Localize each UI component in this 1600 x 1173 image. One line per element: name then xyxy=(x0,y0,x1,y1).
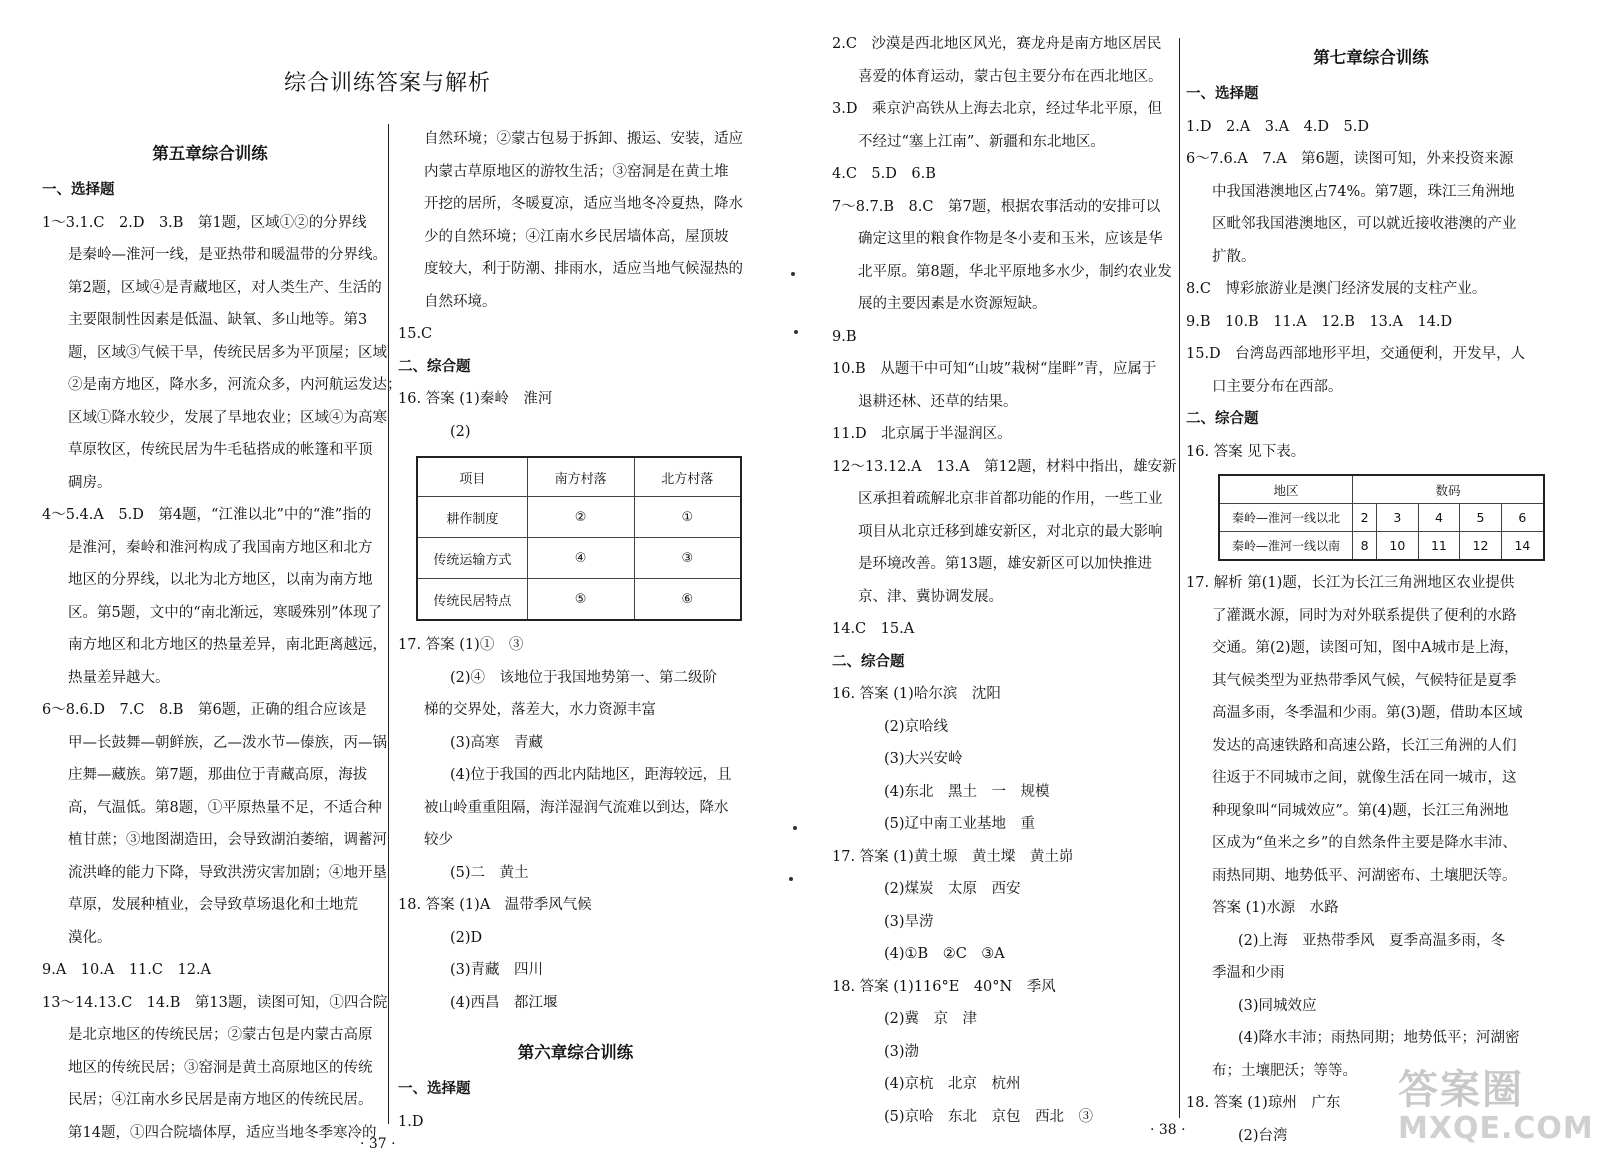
text-line: (2)冀 京 津 xyxy=(884,1011,978,1027)
text-line: ②是南方地区，降水多，河流众多，内河航运发达； xyxy=(68,377,402,393)
table-header-row xyxy=(417,457,741,497)
text-line: 流洪峰的能力下降，导致洪涝灾害加剧；④地开垦 xyxy=(68,864,387,881)
text-line: 植甘蔗；③地图湖造田，会导致湖泊萎缩，调蓄河 xyxy=(68,832,387,848)
main-title: 综合训练答案与解析 xyxy=(284,71,492,96)
table-cell: 2 xyxy=(1353,504,1377,532)
text-line: 少的自然环境；④江南水乡民居墙体高，屋顶坡 xyxy=(424,228,729,245)
text-line: (5)辽中南工业基地 重 xyxy=(884,816,1036,832)
text-line: 1.D xyxy=(398,1113,424,1130)
text-line: 15.D 台湾岛西部地形平坦，交通便利，开发早，人 xyxy=(1186,346,1526,362)
text-line: 发达的高速铁路和高速公路，长江三角洲的人们 xyxy=(1212,737,1517,754)
right-col-1 xyxy=(832,28,1178,1133)
page-number: · 37 · xyxy=(360,1136,396,1152)
text-line: (4)京杭 北京 杭州 xyxy=(884,1076,1021,1092)
text-line: 14.C 15.A xyxy=(832,621,915,637)
table-cell: 耕作制度 xyxy=(417,497,527,538)
text-line: 开挖的居所，冬暖夏凉，适应当地冬冷夏热，降水 xyxy=(424,196,743,212)
text-line: 京、津、冀协调发展。 xyxy=(858,588,1003,605)
text-line: (2)京哈线 xyxy=(884,718,949,735)
text-line: 北平原。第8题，华北平原地多水少，制约农业发 xyxy=(858,263,1172,280)
text-line: 地区的传统民居；③窑洞是黄土高原地区的传统 xyxy=(68,1059,373,1076)
text-line: 12～13.12.A 13.A 第12题，材料中指出，雄安新 xyxy=(832,458,1177,475)
text-line: 自然环境。 xyxy=(424,293,497,310)
village-comparison-table xyxy=(416,456,742,621)
text-line: (2)台湾 xyxy=(1238,1127,1288,1144)
text-line: 碉房。 xyxy=(68,474,112,491)
text-line: 17. 答案 (1)① ③ xyxy=(398,637,524,653)
text-line: (2)上海 亚热带季风 夏季高温多雨，冬 xyxy=(1238,932,1506,949)
table-cell: 14 xyxy=(1501,532,1544,561)
text-line: (3)高寒 青藏 xyxy=(450,734,544,751)
text-line: 民居；④江南水乡民居是南方地区的传统民居。 xyxy=(68,1092,373,1108)
watermark xyxy=(1398,1058,1594,1162)
margin-mark xyxy=(794,330,798,334)
section-heading: 一、选择题 xyxy=(42,182,115,198)
table-cell: 传统运输方式 xyxy=(417,538,527,579)
section-heading: 二、综合题 xyxy=(398,358,471,375)
table-cell: 5 xyxy=(1460,504,1502,532)
text-line: 7～8.7.B 8.C 第7题，根据农事活动的安排可以 xyxy=(832,198,1161,215)
watermark-logo: 答案圈 xyxy=(1398,1067,1524,1113)
text-line: 不经过“塞上江南”、新疆和东北地区。 xyxy=(858,133,1105,150)
left-page xyxy=(0,0,790,1173)
text-line: 高，气温低。第8题，①平原热量不足，不适合种 xyxy=(68,799,382,816)
text-line: (3)渤 xyxy=(884,1043,920,1060)
text-line: 17. 解析 第(1)题，长江为长江三角洲地区农业提供 xyxy=(1186,575,1515,591)
right-col-2 xyxy=(1186,38,1556,1152)
text-line: 内蒙古草原地区的游牧生活；③窑洞是在黄土堆 xyxy=(424,163,729,180)
table-row xyxy=(417,538,741,579)
table-header: 南方村落 xyxy=(527,457,634,497)
text-line: (3)青藏 四川 xyxy=(450,962,544,978)
text-line: 梯的交界处，落差大，水力资源丰富 xyxy=(424,702,656,718)
text-line: 种现象叫“同城效应”。第(4)题，长江三角洲地 xyxy=(1212,802,1509,819)
text-line: 热量差异越大。 xyxy=(68,669,170,686)
table-cell: 11 xyxy=(1418,532,1460,561)
text-line: 扩散。 xyxy=(1212,248,1256,265)
column-divider xyxy=(388,124,389,1124)
chapter7-heading: 第七章综合训练 xyxy=(1313,48,1429,67)
text-line: 往返于不同城市之间，就像生活在同一城市，这 xyxy=(1212,770,1517,786)
text-line: 4～5.4.A 5.D 第4题，“江淮以北”中的“淮”指的 xyxy=(42,507,372,523)
text-line: 4.C 5.D 6.B xyxy=(832,166,936,182)
text-line: 漠化。 xyxy=(68,929,112,946)
left-col-2 xyxy=(398,123,753,1138)
text-line: 地区的分界线，以北为北方地区，以南为南方地 xyxy=(68,572,373,588)
text-line: (5)京哈 东北 京包 西北 ③ xyxy=(884,1108,1094,1125)
text-line: (4)东北 黑土 一 规模 xyxy=(884,783,1050,800)
margin-mark xyxy=(793,826,797,830)
text-line: 是北京地区的传统民居；②蒙古包是内蒙古高原 xyxy=(68,1027,373,1043)
chapter5-heading: 第五章综合训练 xyxy=(152,144,268,163)
text-line: 18. 答案 (1)116°E 40°N 季风 xyxy=(832,978,1056,995)
table-cell: 6 xyxy=(1501,504,1544,532)
text-line: (3)大兴安岭 xyxy=(884,751,963,767)
text-line: 9.A 10.A 11.C 12.A xyxy=(42,962,212,978)
text-line: 题，区域③气候干旱，传统民居多为平顶屋；区域 xyxy=(68,344,387,361)
text-line: 17. 答案 (1)黄土塬 黄土墚 黄土峁 xyxy=(832,848,1074,865)
text-line: 答案 (1)水源 水路 xyxy=(1212,900,1339,916)
text-line: 布；土壤肥沃；等等。 xyxy=(1212,1062,1357,1079)
text-line: 16. 答案 (1)哈尔滨 沈阳 xyxy=(832,686,1001,702)
text-line: (2) xyxy=(450,423,471,440)
text-line: 16. 答案 (1)秦岭 淮河 xyxy=(398,391,553,407)
text-line: (4)位于我国的西北内陆地区，距海较远，且 xyxy=(450,767,732,783)
text-line: 确定这里的粮食作物是冬小麦和玉米，应该是华 xyxy=(858,231,1163,247)
text-line: 主要限制性因素是低温、缺氧、多山地等。第3 xyxy=(68,312,368,328)
text-line: 草原，发展种植业，会导致草场退化和土地荒 xyxy=(68,897,358,913)
table-cell: ② xyxy=(527,497,634,538)
text-line: 高温多雨，冬季温和少雨。第(3)题，借助本区域 xyxy=(1212,705,1523,721)
text-line: (3)旱涝 xyxy=(884,913,934,930)
table-row xyxy=(417,497,741,538)
table-cell: 10 xyxy=(1377,532,1419,561)
table-cell: 秦岭—淮河一线以北 xyxy=(1219,504,1353,532)
text-line: 其气候类型为亚热带季风气候，气候特征是夏季 xyxy=(1212,672,1517,689)
table-header-row xyxy=(1219,475,1544,504)
text-line: 喜爱的体育运动，蒙古包主要分布在西北地区。 xyxy=(858,68,1163,85)
table-header: 数码 xyxy=(1353,475,1545,504)
text-line: 2.C 沙漠是西北地区风光，赛龙舟是南方地区居民 xyxy=(832,36,1162,52)
text-line: 是淮河，秦岭和淮河构成了我国南方地区和北方 xyxy=(68,539,373,556)
text-line: 口主要分布在西部。 xyxy=(1212,378,1343,395)
text-line: 6～8.6.D 7.C 8.B 第6题，正确的组合应该是 xyxy=(42,702,367,718)
text-line: 8.C 博彩旅游业是澳门经济发展的支柱产业。 xyxy=(1186,281,1487,297)
text-line: 了灌溉水源，同时为对外联系提供了便利的水路 xyxy=(1212,607,1517,624)
text-line: (2)D xyxy=(450,929,483,946)
text-line: 区毗邻我国港澳地区，可以就近接收港澳的产业 xyxy=(1212,216,1517,232)
margin-mark xyxy=(789,877,793,881)
text-line: 自然环境；②蒙古包易于拆卸、搬运、安装，适应 xyxy=(424,131,743,147)
text-line: 草原牧区，传统民居为牛毛毡搭成的帐篷和平顶 xyxy=(68,442,373,458)
watermark-url: MXQE.COM xyxy=(1398,1111,1594,1146)
text-line: 较少 xyxy=(424,832,453,848)
table-cell: ① xyxy=(634,497,741,538)
text-line: 区。第5题，文中的“南北渐远，寒暖殊别”体现了 xyxy=(68,604,383,621)
text-line: 9.B 10.B 11.A 12.B 13.A 14.D xyxy=(1186,313,1453,330)
text-line: (4)西昌 都江堰 xyxy=(450,994,558,1011)
table-row xyxy=(417,579,741,621)
table-row xyxy=(1219,532,1544,561)
text-line: 16. 答案 见下表。 xyxy=(1186,443,1306,460)
text-line: 度较大，利于防潮、排雨水，适应当地气候湿热的 xyxy=(424,261,743,277)
text-line: 项目从北京迁移到雄安新区，对北京的最大影响 xyxy=(858,523,1163,540)
text-line: 区承担着疏解北京非首都功能的作用，一些工业 xyxy=(858,491,1163,507)
page-number: · 38 · xyxy=(1150,1122,1186,1138)
margin-mark xyxy=(791,272,795,276)
text-line: 1.D 2.A 3.A 4.D 5.D xyxy=(1186,118,1369,135)
text-line: 是环境改善。第13题，雄安新区可以加快推进 xyxy=(858,556,1152,572)
text-line: (4)①B ②C ③A xyxy=(884,946,1005,962)
text-line: 退耕还林、还草的结果。 xyxy=(858,393,1018,410)
table-cell: 秦岭—淮河一线以南 xyxy=(1219,532,1353,561)
section-heading: 二、综合题 xyxy=(1186,411,1259,427)
text-line: 中我国港澳地区占74%。第7题，珠江三角洲地 xyxy=(1212,183,1515,200)
column-divider xyxy=(1179,38,1180,1118)
text-line: 季温和少雨 xyxy=(1212,965,1285,981)
text-line: 第2题，区域④是青藏地区，对人类生产、生活的 xyxy=(68,279,382,296)
text-line: (3)同城效应 xyxy=(1238,997,1317,1014)
table-header: 北方村落 xyxy=(634,457,741,497)
table-cell: ④ xyxy=(527,538,634,579)
text-line: 15.C xyxy=(398,326,433,342)
text-line: 南方地区和北方地区的热量差异，南北距离越远， xyxy=(68,637,387,653)
table-header: 项目 xyxy=(417,457,527,497)
table-cell: ⑥ xyxy=(634,579,741,621)
text-line: 1～3.1.C 2.D 3.B 第1题，区域①②的分界线 xyxy=(42,214,367,231)
text-line: 庄舞—藏族。第7题，那曲位于青藏高原，海拔 xyxy=(68,767,368,783)
table-cell: 4 xyxy=(1418,504,1460,532)
text-line: 11.D 北京属于半湿润区。 xyxy=(832,426,1012,442)
text-line: 18. 答案 (1)琼州 广东 xyxy=(1186,1095,1341,1111)
text-line: 交通。第(2)题，读图可知，图中A城市是上海， xyxy=(1212,640,1519,656)
table-cell: 12 xyxy=(1460,532,1502,561)
text-line: (2)④ 该地位于我国地势第一、第二级阶 xyxy=(450,669,718,686)
text-line: 10.B 从题干中可知“山坡”栽树“崖畔”青，应属于 xyxy=(832,361,1157,377)
text-line: 被山岭重重阻隔，海洋湿润气流难以到达，降水 xyxy=(424,799,729,816)
table-cell: ③ xyxy=(634,538,741,579)
table-cell: 传统民居特点 xyxy=(417,579,527,621)
chapter6-heading: 第六章综合训练 xyxy=(517,1043,634,1062)
text-line: 区成为“鱼米之乡”的自然条件主要是降水丰沛、 xyxy=(1212,835,1517,851)
right-page xyxy=(800,0,1600,1173)
text-line: (5)二 黄土 xyxy=(450,864,529,881)
text-line: 展的主要因素是水资源短缺。 xyxy=(858,296,1047,312)
text-line: 18. 答案 (1)A 温带季风气候 xyxy=(398,897,592,913)
table-cell: 8 xyxy=(1353,532,1377,561)
text-line: (4)降水丰沛；雨热同期；地势低平；河湖密 xyxy=(1238,1030,1520,1046)
text-line: 雨热同期、地势低平、河湖密布、土壤肥沃等。 xyxy=(1212,867,1517,884)
text-line: 第14题，①四合院墙体厚，适应当地冬季寒冷的 xyxy=(68,1124,377,1141)
table-cell: ⑤ xyxy=(527,579,634,621)
table-header: 地区 xyxy=(1219,475,1353,504)
section-heading: 一、选择题 xyxy=(398,1081,471,1097)
text-line: 9.B xyxy=(832,328,857,345)
text-line: (2)煤炭 太原 西安 xyxy=(884,881,1021,897)
text-line: 区域①降水较少，发展了旱地农业；区域④为高寒 xyxy=(68,409,387,426)
region-code-table xyxy=(1218,474,1545,561)
section-heading: 一、选择题 xyxy=(1186,86,1259,102)
text-line: 3.D 乘京沪高铁从上海去北京，经过华北平原，但 xyxy=(832,101,1162,117)
text-line: 甲—长鼓舞—朝鲜族，乙—泼水节—傣族，丙—锅 xyxy=(68,734,387,751)
table-cell: 3 xyxy=(1377,504,1419,532)
table-row xyxy=(1219,504,1544,532)
text-line: 6～7.6.A 7.A 第6题，读图可知，外来投资来源 xyxy=(1186,151,1514,167)
text-line: 13～14.13.C 14.B 第13题，读图可知，①四合院 xyxy=(42,994,388,1011)
text-line: 是秦岭—淮河一线，是亚热带和暖温带的分界线。 xyxy=(68,247,387,263)
section-heading: 二、综合题 xyxy=(832,653,905,670)
